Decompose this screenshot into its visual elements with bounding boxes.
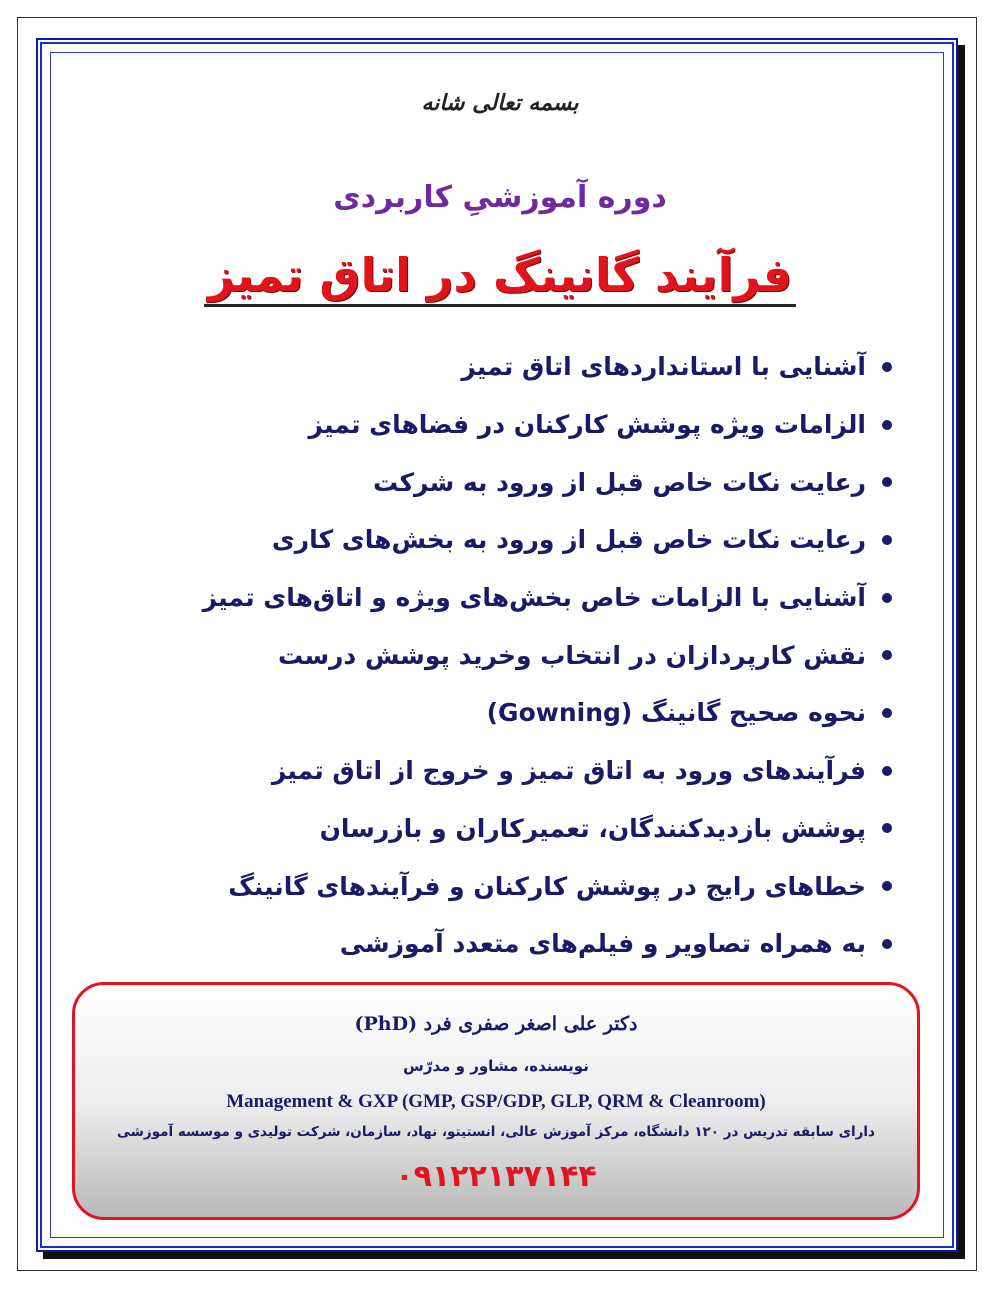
topic-item [172, 742, 892, 800]
bullet-icon [882, 881, 892, 891]
bismillah-heading: بسمه تعالی شانه [421, 90, 579, 116]
bullet-icon [882, 650, 892, 660]
bullet-icon [882, 593, 892, 603]
topic-text: آشنایی با الزامات خاص بخش‌های ویژه و اتاق‌های تمیز [202, 583, 866, 613]
topic-item [172, 857, 892, 915]
course-title-text: فرآیند گانینگ در اتاق تمیز [204, 248, 796, 307]
topic-item [172, 511, 892, 569]
topic-item [172, 453, 892, 511]
topic-text: رعایت نکات خاص قبل از ورود به شرکت [373, 467, 866, 497]
topic-item [172, 626, 892, 684]
topic-text: خطاهای رایج در پوشش کارکنان و فرآیندهای گانینگ [228, 871, 866, 901]
bullet-icon [882, 708, 892, 718]
topic-item [172, 569, 892, 627]
topic-item [172, 915, 892, 973]
instructor-name: دکتر علی اصغر صفری فرد (PhD) [354, 1013, 638, 1035]
bullet-icon [882, 823, 892, 833]
topic-item [172, 396, 892, 454]
topic-text: پوشش بازدیدکنندگان، تعمیرکاران و بازرسان [319, 813, 866, 843]
bullet-icon [882, 939, 892, 949]
topic-text: الزامات ویژه پوشش کارکنان در فضاهای تمیز [308, 410, 866, 440]
instructor-fields: Management & GXP (GMP, GSP/GDP, GLP, QRM & Cleanroom) [226, 1091, 766, 1112]
topic-item [172, 800, 892, 858]
course-title [0, 248, 1000, 302]
topic-text: نحوه صحیح گانینگ (Gowning) [486, 698, 866, 728]
topic-text: آشنایی با استانداردهای اتاق تمیز [461, 352, 866, 382]
topic-text: فرآیندهای ورود به اتاق تمیز و خروج از اتاق تمیز [271, 756, 866, 786]
bullet-icon [882, 766, 892, 776]
phone-number[interactable]: ۰۹۱۲۲۱۳۷۱۴۴ [395, 1159, 597, 1194]
instructor-history: دارای سابقه تدریس در ۱۲۰ دانشگاه، مرکز آموزش عالی، انستیتو، نهاد، سازمان، شرکت تولیدی و موسسه آموزشی [117, 1124, 875, 1140]
instructor-role: نویسنده، مشاور و مدرّس [403, 1057, 589, 1075]
topic-item [172, 684, 892, 742]
bullet-icon [882, 477, 892, 487]
bullet-icon [882, 420, 892, 430]
topic-list [172, 338, 892, 973]
topic-text: نقش کارپردازان در انتخاب وخرید پوشش درست [277, 640, 866, 670]
bullet-icon [882, 535, 892, 545]
topic-text: به همراه تصاویر و فیلم‌های متعدد آموزشی [339, 929, 866, 959]
bullet-icon [882, 362, 892, 372]
instructor-box [72, 982, 920, 1220]
topic-item [172, 338, 892, 396]
course-subtitle: دوره آموزشیِ کاربردی [333, 180, 667, 215]
topic-text: رعایت نکات خاص قبل از ورود به بخش‌های کاری [271, 525, 866, 555]
